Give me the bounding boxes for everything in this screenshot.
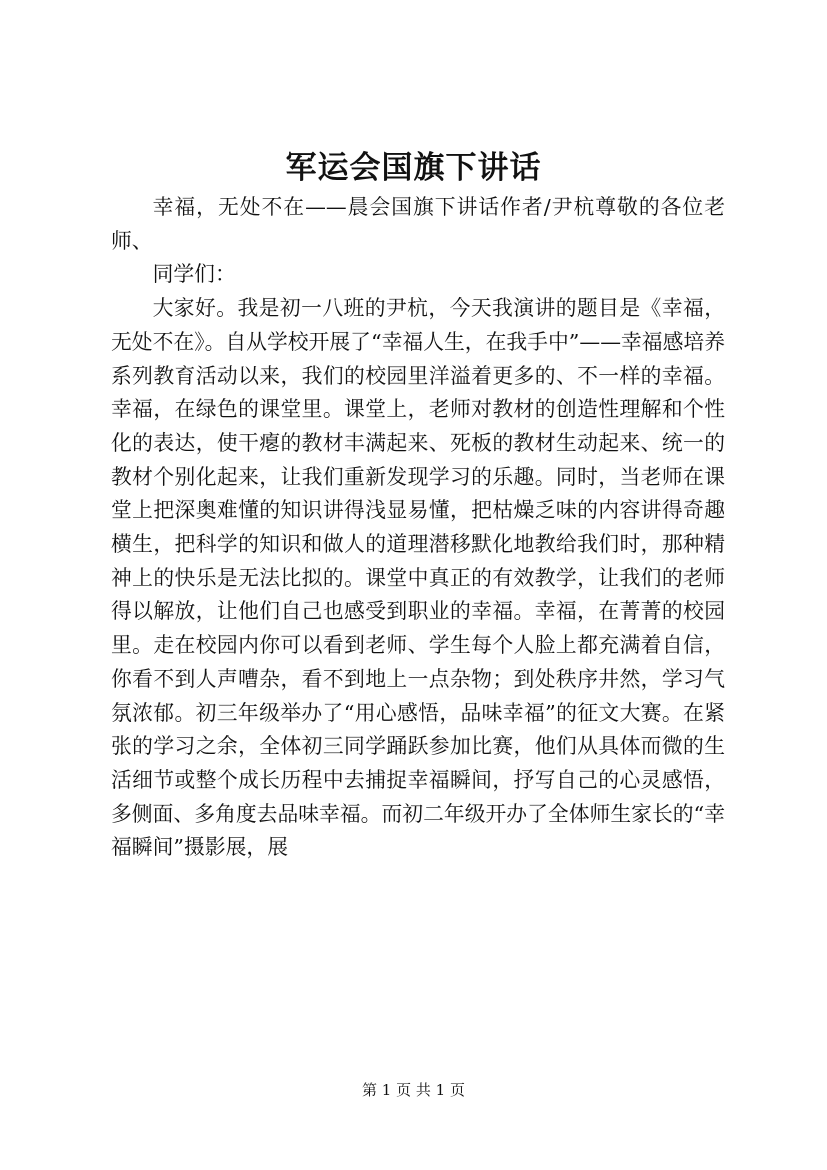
paragraph-main: 大家好。我是初一八班的尹杭，今天我演讲的题目是《幸福，无处不在》。自从学校开展了“幸福人生，在我手中”——幸福感培养系列教育活动以来，我们的校园里洋溢着更多的、不一样的幸福。幸福，在绿色的课堂里。课堂上，老师对教材的创造性理解和个性化的表达，使干瘪的教材丰满起来、死板的教材生动起来、统一的教材个别化起来，让我们重新发现学习的乐趣。同时，当老师在课堂上把深奥难懂的知识讲得浅显易懂，把枯燥乏味的内容讲得奇趣横生，把科学的知识和做人的道理潜移默化地教给我们时，那种精神上的快乐是无法比拟的。课堂中真正的有效教学，让我们的老师得以解放，让他们自己也感受到职业的幸福。幸福，在菁菁的校园里。走在校园内你可以看到老师、学生每个人脸上都充满着自信，你看不到人声嘈杂，看不到地上一点杂物；到处秩序井然，学习气氛浓郁。初三年级举办了“用心感悟，品味幸福”的征文大赛。在紧张的学习之余，全体初三同学踊跃参加比赛，他们从具体而微的生活细节或整个成长历程中去捕捉幸福瞬间，抒写自己的心灵感悟，多侧面、多角度去品味幸福。而初二年级开办了全体师生家长的“幸福瞬间”摄影展，展 <box>111 296 725 860</box>
paragraph-greeting: 幸福，无处不在——晨会国旗下讲话作者/尹杭尊敬的各位老师、 <box>111 195 725 253</box>
page-number-footer: 第 1 页 共 1 页 <box>362 1081 465 1099</box>
paragraph-salutation: 同学们： <box>152 262 236 287</box>
document-body <box>111 191 725 865</box>
document-title: 军运会国旗下讲话 <box>285 150 542 186</box>
